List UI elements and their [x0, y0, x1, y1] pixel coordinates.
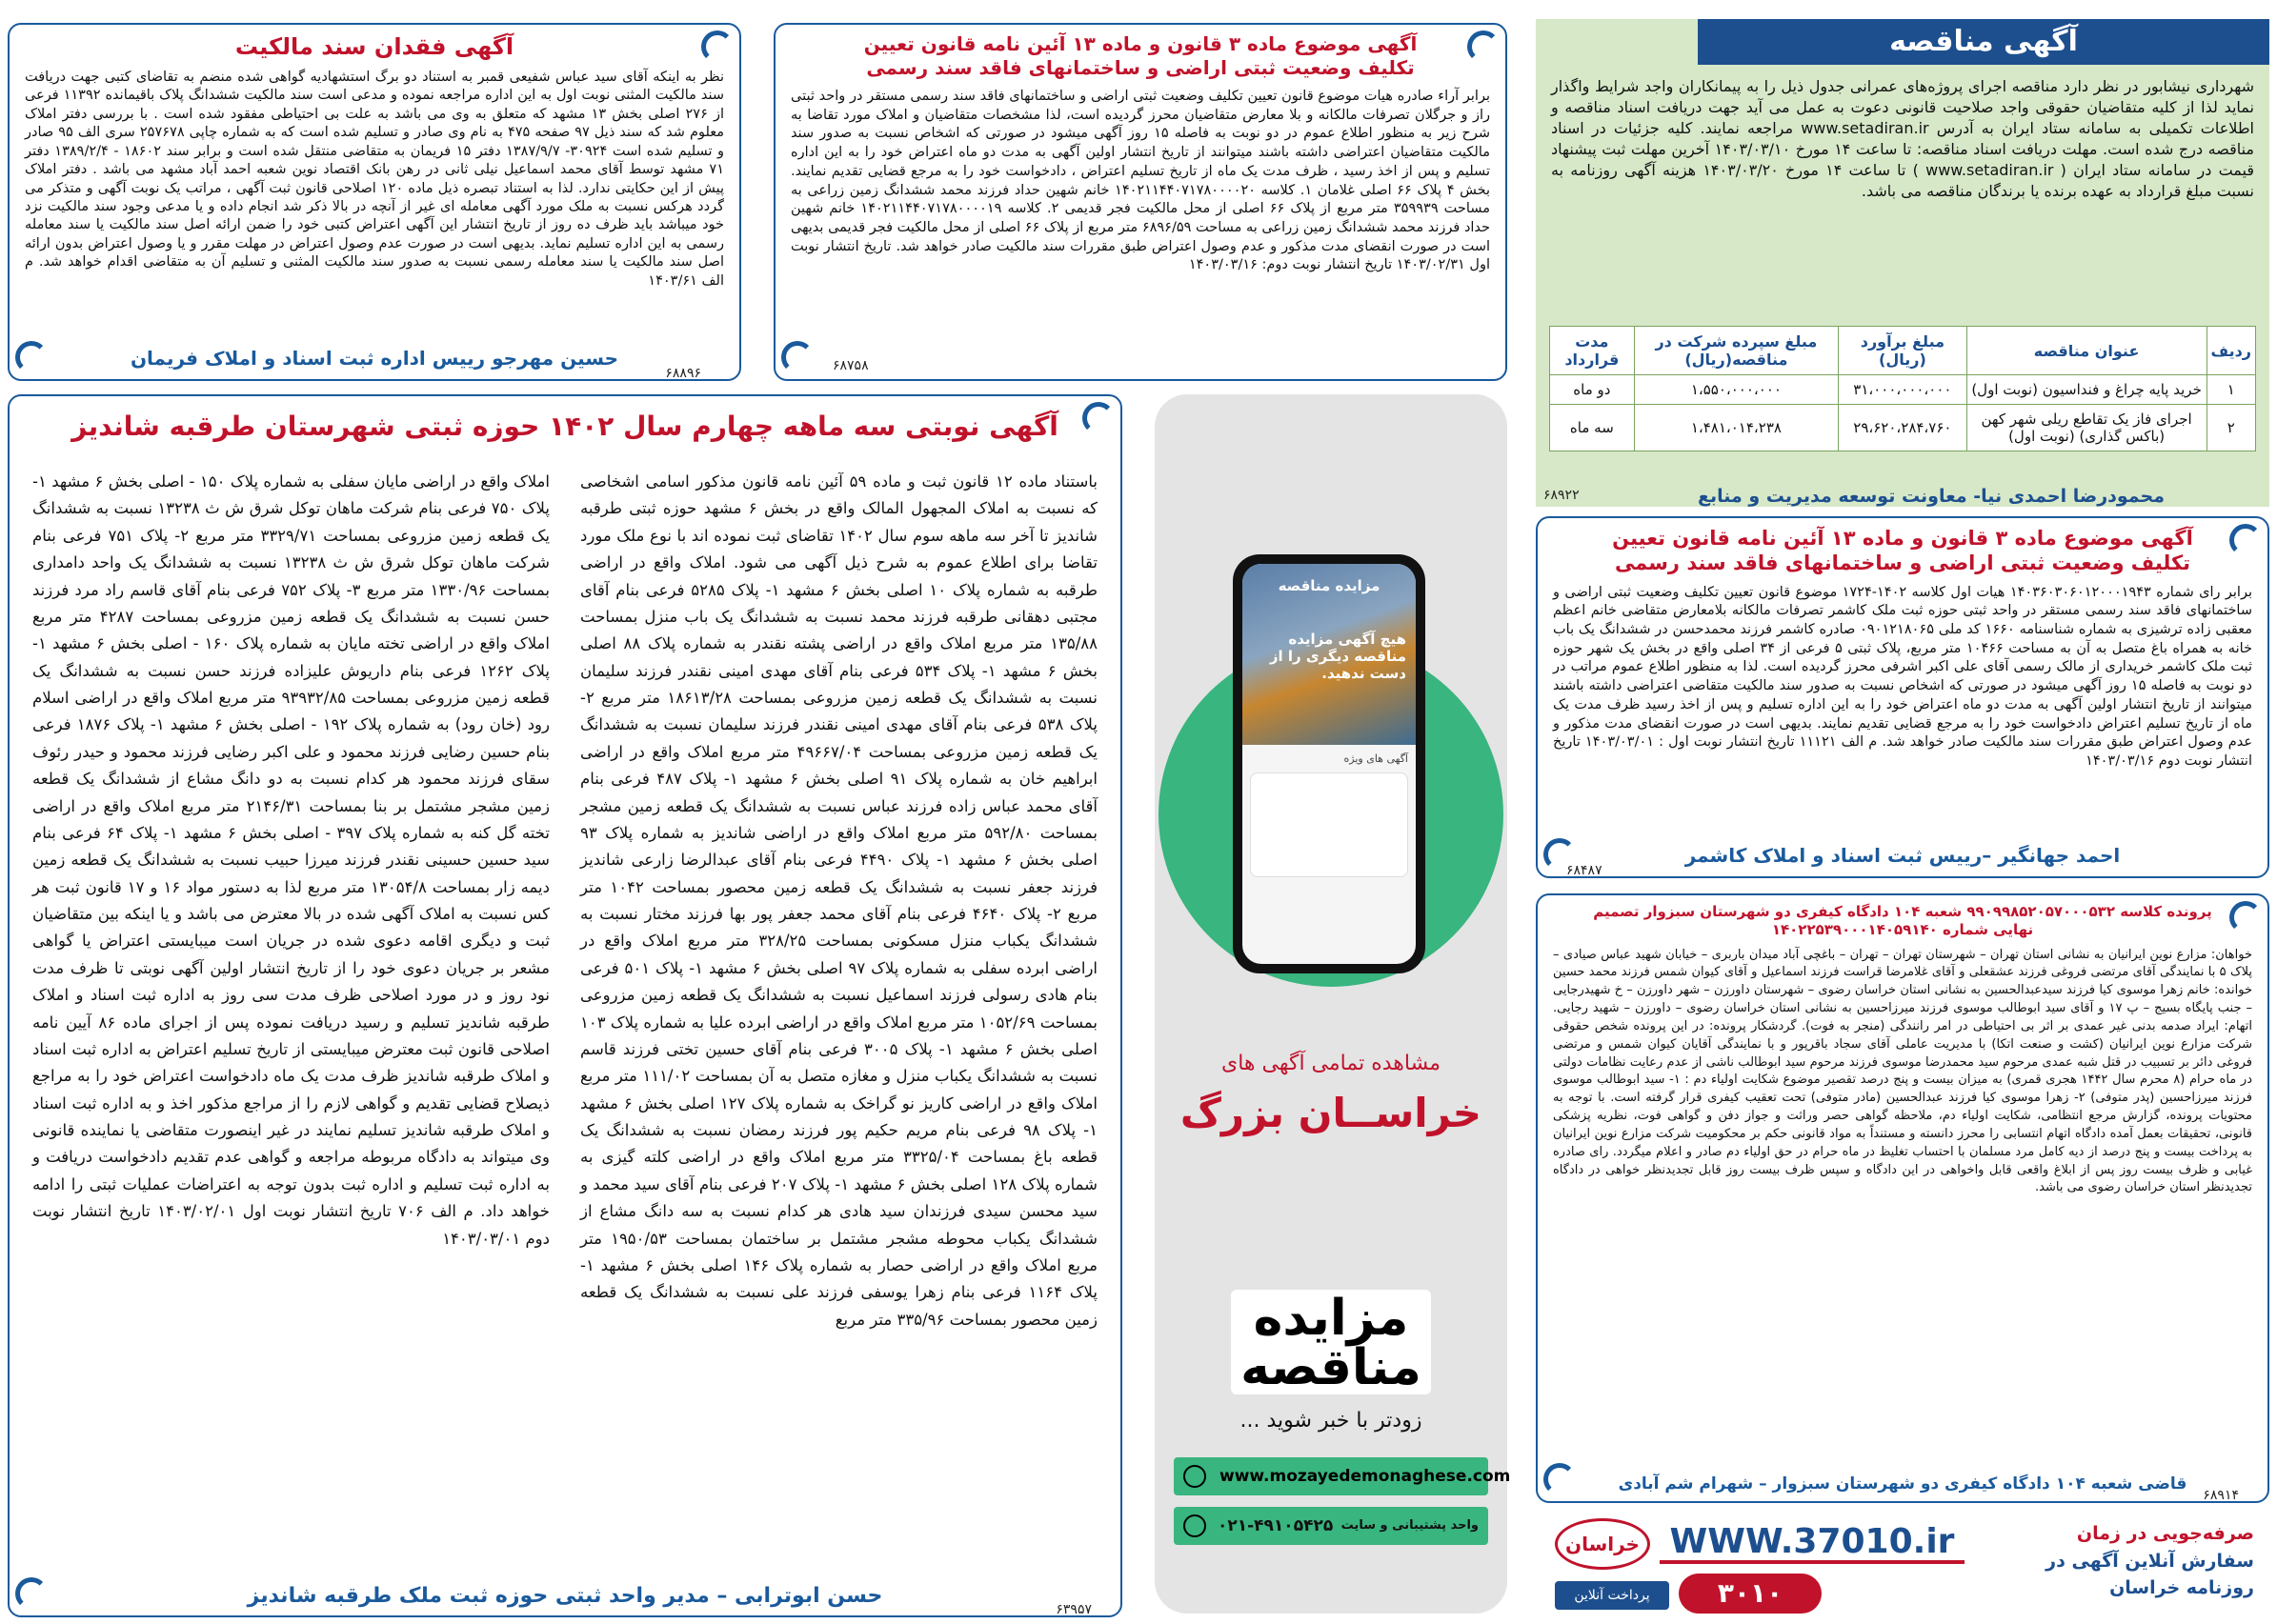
tender-body: شهرداری نیشابور در نظر دارد مناقصه اجرای پروژه‌های عمرانی جدول ذیل را به پیمانکاران واجد شرایط واگذار نماید لذا از کلیه متقاضیان حقوقی واجد صلاحیت قانونی دعوت به عمل می آید جهت دریافت اسناد مناقصه و اطلاعات تکمیلی به سامانه ستاد ایران به آدرس www.setadiran.ir مراجعه نمایند. کلیه جزئیات در اسناد مناقصه درج شده است. مهلت دریافت اسناد مناقصه: تا ساعت ۱۴ مورخ ۱۴۰۳/۰۳/۱۰ آخرین مهلت ثبت پیشنهاد قیمت در سامانه ستاد ایران ( www.setadiran.ir ) تا ساعت ۱۴ مورخ ۱۴۰۳/۰۳/۲۰ هزینه آگهی روزنامه به نسبت مبلغ قرارداد به عهده برنده یا برندگان مناقصه می باشد. — [1551, 77, 2255, 201]
tender-table — [1549, 326, 2256, 451]
banner-slogan: زودتر با خبر شوید ... — [1239, 1409, 1422, 1433]
swirl-icon — [781, 341, 814, 373]
notice-d-code: ۶۸۹۱۴ — [2203, 1488, 2239, 1503]
notice-e-code: ۶۳۹۵۷ — [1056, 1602, 1092, 1617]
online-payment-badge: پرداخت آنلاین — [1555, 1581, 1669, 1610]
notice-b-code: ۶۸۸۹۶ — [665, 366, 701, 381]
notice-b-signature: حسین مهرجو رییس اداره ثبت اسناد و املاک فریمان — [130, 347, 619, 370]
swirl-icon — [1467, 30, 1500, 63]
notice-b-title: آگهی فقدان سند مالکیت — [234, 33, 514, 60]
swirl-icon — [2229, 524, 2262, 556]
footer-text: صرفه‌جویی در زمان سفارش آنلاین آگهی در روزنامه خراسان — [2045, 1523, 2254, 1598]
table-header: ردیف — [2206, 327, 2255, 375]
table-header: مدت قرارداد — [1550, 327, 1635, 375]
swirl-icon — [701, 30, 734, 63]
banner-website[interactable]: www.mozayedemonaghese.com — [1174, 1457, 1488, 1495]
notice-d — [1536, 893, 2269, 1503]
swirl-icon — [1543, 1463, 1576, 1495]
footer-website[interactable]: WWW.37010.ir — [1660, 1522, 1965, 1564]
banner-phone[interactable]: ۰۲۱-۴۹۱۰۵۴۲۵ واحد پشتیبانی و سایت — [1174, 1507, 1488, 1545]
notice-d-signature: قاضی شعبه ۱۰۴ دادگاه کیفری دو شهرستان سبزوار – شهرام شم آبادی — [1618, 1474, 2187, 1494]
footer-number: ۳۰۱۰ — [1679, 1574, 1822, 1614]
swirl-icon — [2229, 901, 2262, 933]
table-header: عنوان مناقصه — [1966, 327, 2206, 375]
notice-b — [8, 23, 741, 381]
notice-e-col-right: باستناد ماده ۱۲ قانون ثبت و ماده ۵۹ آئین نامه قانون مذکور اسامی اشخاصی که نسبت به املاک المجهول المالک واقع در بخش ۶ مشهد حوزه ثبتی طرقبه شاندیز تا آخر سه ماهه سوم سال ۱۴۰۲ تقاضای ثبت نموده اند با نوع ملک مورد تقاضا برای اطلاع عموم به شرح ذیل آگهی می شود. املاک واقع در اراضی طرقبه به شماره پلاک ۱۰ اصلی بخش ۶ مشهد ۱- پلاک ۵۲۸۵ فرعی بنام آقای مجتبی دهقانی طرقبه فرزند محمد نسبت به ششدانگ یک باب منزل بمساحت ۱۳۵/۸۸ متر مربع املاک واقع در اراضی پشته نقندر به شماره پلاک ۸۸ اصلی بخش ۶ مشهد ۱- پلاک ۵۳۴ فرعی بنام آقای مهدی امینی نقندر فرزند سلیمان نسبت به ششدانگ یک قطعه زمین مزروعی بمساحت ۱۸۶۱۳/۲۸ متر مربع ۲- پلاک ۵۳۸ فرعی بنام آقای مهدی امینی نقندر فرزند سلیمان نسبت به ششدانگ یک قطعه زمین مزروعی بمساحت ۴۹۶۶۷/۰۴ متر مربع املاک واقع در اراضی ابراهیم خان به شماره پلاک ۹۱ اصلی بخش ۶ مشهد ۱- پلاک ۴۸۷ فرعی بنام آقای محمد عباس زاده فرزند عباس نسبت به ششدانگ یک قطعه زمین مشجر بمساحت ۵۹۲/۸۰ متر مربع املاک واقع در اراضی شاندیز به شماره پلاک ۹۳ اصلی بخش ۶ مشهد ۱- پلاک ۴۴۹۰ فرعی بنام آقای عبدالرضا زارعی شاندیز فرزند جعفر نسبت به ششدانگ یک قطعه زمین محصور بمساحت ۱۰۴۲ متر مربع ۲- پلاک ۴۶۴۰ فرعی بنام آقای محمد جعفر پور بها فرزند مختار نسبت به ششدانگ یکباب منزل مسکونی بمساحت ۳۲۸/۲۵ متر مربع املاک واقع در اراضی ابرده سفلی به شماره پلاک ۹۷ اصلی بخش ۶ مشهد ۱- پلاک ۵۰۱ فرعی بنام هادی رسولی فرزند اسماعیل نسبت به ششدانگ یک قطعه زمین مزروعی بمساحت ۱۰۵۲/۶۹ متر مربع املاک واقع در اراضی ابرده علیا به شماره پلاک ۱۰۳ اصلی بخش ۶ مشهد ۱- پلاک ۳۰۰۵ فرعی بنام آقای حسین تختی فرزند قاسم نسبت به ششدانگ یکباب منزل و مغازه متصل به آن بمساحت ۱۱۱/۰۲ متر مربع املاک واقع در اراضی کاریز نو گراخک به شماره پلاک ۱۲۷ اصلی بخش ۶ مشهد ۱- پلاک ۹۸ فرعی بنام مریم حکیم پور فرزند رمضان نسبت به ششدانگ یک قطعه باغ بمساحت ۳۳۲۵/۰۴ متر مربع املاک واقع در اراضی کلته گیزی به شماره پلاک ۱۲۸ اصلی بخش ۶ مشهد ۱- پلاک ۲۰۷ فرعی بنام آقای سید محمد و سید محسن سیدی فرزندان سید هادی هر کدام نسبت به سه دانگ مشاع از ششدانگ یکباب محوطه مشجر مشتمل بر ساختمان بمساحت ۱۹۵۰/۵۳ متر مربع املاک واقع در اراضی حصار به شماره پلاک ۱۴۶ اصلی بخش ۶ مشهد ۱- پلاک ۱۱۶۴ فرعی بنام زهرا یوسفی فرزند علی نسبت به ششدانگ یک قطعه زمین محصور بمساحت ۳۳۵/۹۶ متر مربع — [580, 472, 1098, 1329]
screen-card — [1250, 772, 1408, 877]
notice-e-col-left: املاک واقع در اراضی مایان سفلی به شماره پلاک ۱۵۰ - اصلی بخش ۶ مشهد ۱- پلاک ۷۵۰ فرعی بنام شرکت ماهان توکل شرق ش ث ۱۳۲۳۸ نسبت به ششدانگ یک قطعه زمین مزروعی بمساحت ۳۳۲۹/۷۱ متر مربع ۲- پلاک ۷۵۱ فرعی بنام شرکت ماهان توکل شرق ش ث ۱۳۲۳۸ نسبت به ششدانگ یک واحد دامداری بمساحت ۱۳۳۰/۹۶ متر مربع ۳- پلاک ۷۵۲ فرعی بنام آقای قاسم راد مرد فرزند حسن نسبت به ششدانگ یک قطعه زمین مزروعی بمساحت ۴۲۸۷ متر مربع املاک واقع در اراضی تخته مایان به شماره پلاک ۱۶۰ - اصلی بخش ۶ مشهد ۱- پلاک ۱۲۶۲ فرعی بنام داریوش علیزاده فرزند حسن نسبت به ششدانگ یک قطعه زمین مزروعی بمساحت ۹۳۹۳۲/۸۵ متر مربع املاک واقع در اراضی اسلام رود (خان رود) به شماره پلاک ۱۹۲ - اصلی بخش ۶ مشهد ۱- پلاک ۱۸۷۶ فرعی بنام حسین رضایی فرزند محمود و علی اکبر رضایی فرزند محمود و حیدر رئوف سقای فرزند محمود هر کدام نسبت به دو دانگ مشاع از ششدانگ یک قطعه زمین مشجر مشتمل بر بنا بمساحت ۲۱۴۶/۳۱ متر مربع املاک واقع در اراضی تخته گل کنه به شماره پلاک ۳۹۷ - اصلی بخش ۶ مشهد ۱- پلاک ۶۴ فرعی بنام سید حسین حسینی نقندر فرزند میرزا حبیب نسبت به ششدانگ یک قطعه زمین دیمه زار بمساحت ۱۳۰۵۴/۸ متر مربع لذا به دستور مواد ۱۶ و ۱۷ قانون ثبت هر کس نسبت به املاک آگهی شده در بالا معترض می باشد و یا اینکه بین متقاضیان ثبت و دیگری اقامه دعوی شده در جریان است میبایستی اعتراض یا گواهی مشعر بر جریان دعوی خود را از تاریخ انتشار اولین آگهی نوبتی تا ظرف مدت نود روز و در مورد اصلاحی ظرف مدت سی روز به اداره ثبت اسناد و املاک طرقبه شاندیز تسلیم و رسید دریافت نموده پس از اجرای ماده ۸۶ آیین نامه اصلاحی قانون ثبت معترض میبایستی از تاریخ تسلیم اعتراض به اداره ثبت اسناد و املاک طرقبه شاندیز ظرف مدت یک ماه دادخواست اعتراض خود را به مراجع ذیصلاح قضایی تقدیم و گواهی لازم را از مراجع مذکور اخذ و به اداره ثبت اسناد و املاک طرقبه شاندیز تسلیم نمایند در غیر اینصورت متقاضی یا نماینده قانونی وی میتواند به دادگاه مربوطه مراجعه و گواهی عدم تقدیم دادخواست دریافت و به اداره ثبت تسلیم و اداره ثبت بدون توجه به اعتراضات عملیات ثبتی را ادامه خواهد داد. م الف ۷۰۶ تاریخ انتشار نوبت اول ۱۴۰۳/۰۲/۰۱ تاریخ انتشار نوبت دوم ۱۴۰۳/۰۳/۰۱ — [32, 472, 551, 1248]
notice-c — [1536, 516, 2269, 878]
table-header: مبلغ برآورد (ریال) — [1839, 327, 1967, 375]
tender-title: آگهی مناقصه — [1698, 19, 2269, 65]
notice-c-body: برابر رای شماره ۱۴۰۳۶۰۳۰۶۰۱۲۰۰۰۱۹۴۳ هیات اول کلاسه ۱۴۰۲-۱۷۲۴ موضوع قانون تعیین تکلیف وضعیت ثبتی اراضی و ساختمانهای فاقد سند رسمی مستقر در واحد ثبتی حوزه ثبت ملک کاشمر تصرفات مالکانه بلامعارض متقاضی خانم اعظم معقبی زاده ترشیزی به شماره شناسنامه ۱۶۶۰ کد ملی ۰۹۰۱۲۱۸۰۶۵ صادره کاشمر فرزند محمدحسن در ششدانگ یک باب خانه به همراه باغ متصل به آن به مساحت ۱۰۴۶۶ متر مربع، پلاک ثبتی ۵ فرعی از ۳۴ اصلی واقع در بخش یک شهر حوزه ثبت ملک کاشمر خریداری از مالک رسمی آقای علی اکبر اشرفی محرز گردیده است. لذا به منظور اطلاع عموم مراتب در دو نوبت به فاصله ۱۵ روز آگهی میشود در صورتی که اشخاص نسبت به صدور سند مالکیت متقاضی اعتراضی داشته باشند میتوانند از تاریخ انتشار اولین آگهی به مدت دو ماه اعتراض خود را به این اداره تسلیم و پس از اخذ رسید ظرف مدت یک ماه از تاریخ تسلیم اعتراض دادخواست خود را به مرجع قضایی تقدیم نمایند. بدیهی است در صورت انقضای مدت مذکور و عدم وصول اعتراض طبق مقررات سند مالکیت صادر خواهد شد. م الف ۱۱۱۲۱ تاریخ انتشار نوبت اول : ۱۴۰۳/۰۳/۰۱ تاریخ انتشار نوبت دوم ۱۴۰۳/۰۳/۱۶ — [1553, 584, 2252, 769]
notice-a — [774, 23, 1507, 381]
table-row: ۲ اجرای فاز یک تقاطع ریلی شهر کهن (باکس گذاری) (نوبت اول) ۲۹،۶۲۰،۲۸۴،۷۶۰ ۱،۴۸۱،۰۱۴،۲۳۸ سه ماه — [1550, 405, 2256, 451]
notice-e-signature: حسن ابوترابی – مدیر واحد ثبتی حوزه ثبت ملک طرقبه شاندیز — [247, 1584, 883, 1608]
khorasan-footer-ad[interactable] — [1536, 1514, 2269, 1619]
swirl-icon — [15, 341, 48, 373]
banner-line1: مشاهده تمامی آگهی های — [1220, 1052, 1441, 1075]
notice-e-title: آگهی نوبتی سه ماهه چهارم سال ۱۴۰۲ حوزه ثبتی شهرستان طرقبه شاندیز — [71, 411, 1058, 442]
tender-signature: محمودرضا احمدی نیا- معاونت توسعه مدیریت و منابع — [1697, 486, 2165, 507]
notice-c-signature: احمد جهانگیر –رییس ثبت اسناد و املاک کاشمر — [1684, 844, 2121, 867]
notice-a-body: برابر آراء صادره هیات موضوع قانون تعیین تکلیف وضعیت ثبتی اراضی و ساختمانهای فاقد سند رسمی مستقر در واحد ثبتی راز و جرگلان تصرفات مالکانه و بلا معارض متقاضیان محرز گردیده است، لذا مشخصات متقاضیان و املاک مورد تقاضا به شرح زیر به منظور اطلاع عموم در دو نوبت به فاصله ۱۵ روز آگهی میشود در صورتی که اشخاص نسبت به صدور سند مالکیت متقاضیان اعتراضی داشته باشند میتوانند از تاریخ انتشار اولین آگهی به مدت دو ماه اعتراض خود را به این اداره تسلیم و پس از اخذ رسید ، ظرف مدت یک ماه از تاریخ تسلیم اعتراض ، دادخواست خود را به مرجع قضایی تقدیم نمایند. بخش ۴ پلاک ۶۶ اصلی غلامان ۱. کلاسه ۱۴۰۲۱۱۴۴۰۷۱۷۸۰۰۰۰۲۰ خانم شهین حداد فرزند محمد ششدانگ زمین زراعی به مساحت ۳۵۹۹۳۹ متر مربع از پلاک ۶۶ اصلی از محل مالکیت فجر قدیمی ۲. کلاسه ۱۴۰۲۱۱۴۴۰۷۱۷۸۰۰۰۰۱۹ خانم شهین حداد فرزند محمد ششدانگ زمین زراعی به مساحت ۶۸۹۶/۵۹ متر مربع از پلاک ۶۶ اصلی از محل مالکیت فجر قدیمی بدیهی است در صورت انقضای مدت مذکور و عدم وصول اعتراض طبق مقررات سند مالکیت صادر خواهد شد. تاریخ انتشار نوبت اول ۱۴۰۳/۰۲/۳۱ تاریخ انتشار نوبت دوم: ۱۴۰۳/۰۳/۱۶ — [791, 89, 1491, 273]
tender-notice — [1536, 19, 2269, 507]
table-header: مبلغ سپرده شرکت در مناقصه(ریال) — [1634, 327, 1838, 375]
notice-a-code: ۶۸۷۵۸ — [833, 358, 869, 373]
notice-e — [8, 394, 1122, 1617]
khorasan-logo: خراسان — [1555, 1518, 1650, 1570]
table-row: ۱ خرید پایه چراغ و فنداسیون (نوبت اول) ۳۱،۰۰۰،۰۰۰،۰۰۰ ۱،۵۵۰،۰۰۰،۰۰۰ دو ماه — [1550, 375, 2256, 405]
notice-d-title: پرونده کلاسه ۹۹۰۹۹۸۵۲۰۵۷۰۰۰۵۳۲ شعبه ۱۰۴ دادگاه کیفری دو شهرستان سبزوار تصمیم نهایی شماره ۱۴۰۲۲۵۳۹۰۰۰۱۴۰۵۹۱۴۰ — [1593, 903, 2212, 938]
notice-c-code: ۶۸۴۸۷ — [1566, 863, 1602, 878]
mozayede-logo: مزایده مناقصه — [1231, 1290, 1431, 1394]
swirl-icon — [1082, 402, 1115, 434]
banner-line2: خراســان بزرگ — [1179, 1090, 1482, 1136]
tender-code: ۶۸۹۲۲ — [1543, 488, 1580, 503]
mozayede-banner[interactable] — [1155, 394, 1511, 1614]
notice-b-body: نظر به اینکه آقای سید عباس شفیعی قمبر به استناد دو برگ استشهادیه گواهی شده منضم به تقاضای کتبی جهت دریافت سند مالکیت المثنی نوبت اول به این اداره مراجعه نموده و مدعی است سند مالکیت ششدانگ پلاک باقیمانده ۱۱۳۹۲ فرعی از ۲۷۶ اصلی بخش ۱۳ مشهد که متعلق به وی می باشد به علت بی احتیاطی مفقود شده است . با بررسی دفتر املاک معلوم شد که سند ذیل ۹۷ صفحه ۴۷۵ به نام وی صادر و تسلیم شده است که به شماره چاپی ۲۵۷۶۷۸ سری الف ۹۵ صادر و تسلیم شده است ۳۰۹۲۴- ۱۳۸۷/۹/۷ دفتر ۱۵ فریمان به متقاضی منتقل شده است و برابر سند ۱۸۶۰۲ - ۱۳۸۹/۲/۴ دفتر ۷۱ مشهد توسط آقای محمد اسماعیل نیلی ثانی در رهن بانک اقتصاد نوین شعبه احمد آباد مشهد می باشد . دفتر املاک پیش از این حکایتی ندارد. لذا به استناد تبصره ذیل ماده ۱۲۰ اصلاحی قانون ثبت آگهی ، مراتب یک نوبت آگهی و متذکر می گردد هرکس نسبت به ملک مورد آگهی معامله ای غیر از آنچه در بالا ذکر شد انجام داده و یا مدعی وجود سند مالکیت نزد خود میباشد باید ظرف ده روز از تاریخ انتشار این آگهی اعتراض کتبی خود را ضمن ارائه اصل سند مالکیت یا سند معامله رسمی به این اداره تسلیم نماید. بدیهی است در صورت عدم وصول اعتراض در مهلت مقرر و یا وصول اعتراض بدون ارائه اصل سند مالکیت یا سند معامله رسمی نسبت به صدور سند مالکیت المثنی و تسلیم آن به متقاضی اقدام خواهد شد. م الف ۱۴۰۳/۶۱ — [25, 70, 725, 289]
phone-mockup: مزایده مناقصه هیچ آگهی مزایده مناقصه دیگری را از دست ندهید. آگهی های ویژه — [1233, 554, 1425, 973]
globe-icon — [1183, 1465, 1206, 1488]
notice-a-title: آگهی موضوع ماده ۳ قانون و ماده ۱۳ آئین نامه قانون تعیین تکلیف وضعیت ثبتی اراضی و ساختمانهای فاقد سند رسمی — [863, 32, 1418, 79]
swirl-icon — [15, 1577, 48, 1610]
phone-icon — [1183, 1514, 1206, 1537]
port-image: مزایده مناقصه هیچ آگهی مزایده مناقصه دیگری را از دست ندهید. — [1242, 564, 1416, 745]
notice-c-title: آگهی موضوع ماده ۳ قانون و ماده ۱۳ آئین نامه قانون تعیین تکلیف وضعیت ثبتی اراضی و ساختمانهای فاقد سند رسمی — [1612, 527, 2193, 575]
notice-d-body: خواهان: مزارع نوین ایرانیان به نشانی استان تهران – شهرستان تهران – تهران – باغچی آباد میدان باربری – خیابان شهید عباس صیادی – پلاک ۵ با نمایندگی آقای مرتضی فروغی فرزند عشقعلی و آقای غلامرضا قراست فرزند اسماعیل و آقای کیوان شمس فرزند محمد حسین خوانده: خانم زهرا موسوی کیا فرزند سیدعبدالحسین به نشانی استان خراسان رضوی – شهرستان داورزن – شهر داورزن – خ شهیدرجایی – جنب پایگاه بسیج – پ ۱۷ و آقای سید ابوطالب موسوی فرزند میرزاحسین به نشانی استان خراسان رضوی – داورزن – شهید رجایی. اتهام: ایراد صدمه بدنی غیر عمدی بر اثر بی احتیاطی در امر رانندگی (منجر به فوت). گردشکار پرونده: در این پرونده شخص حقوقی شرکت مزارع نوین ایرانیان (کشت و صنعت اتکا) با مدیریت عاملی آقای سجاد باقرپور و با نمایندگی آقایان کیوان شمس و مرتضی فروغی دائر بر تسبیب در قتل شبه عمدی مرحوم سید محمدرضا موسوی فرزند مرحوم سید ابوطالب ناشی از عدم رعایت نظامات دولتی در ماه حرام (۸ محرم سال ۱۴۴۲ هجری قمری) به میزان بیست و پنج درصد تقصیر موضوع شکایت اولیاء دم : ۱- سید ابوطالب موسوی فرزند میرزاحسین (پدر متوفی) ۲- زهرا موسوی کیا فرزند عبدالحسین (مادر متوفی) تحت تعقیب کیفری قرار گرفته است. با توجه به محتویات پرونده، گزارش مرجع انتظامی، شکایت اولیاء دم، ملاحظه گواهی حصر وراثت و جواز دفن و گواهی فوت، نظریه پزشکی قانونی، تحقیقات بعمل آمده دادگاه اتهام انتسابی را محرز دانسته و مستنداً به مواد قانونی حکم بر محکومیت شرکت مزارع نوین ایرانیان به پرداخت بیست و پنج درصد از دیه کامل مرد مسلمان با احتساب تغلیظ در ماه حرام در حق اولیاء دم صادر و اعلام میگردد. رای صادره غیابی و ظرف بیست روز پس از ابلاغ واقعی قابل واخواهی در این دادگاه و سپس ظرف بیست روز قابل تجدیدنظر خواهی در دادگاه تجدیدنظر استان خراسان رضوی می باشد. — [1553, 947, 2252, 1195]
